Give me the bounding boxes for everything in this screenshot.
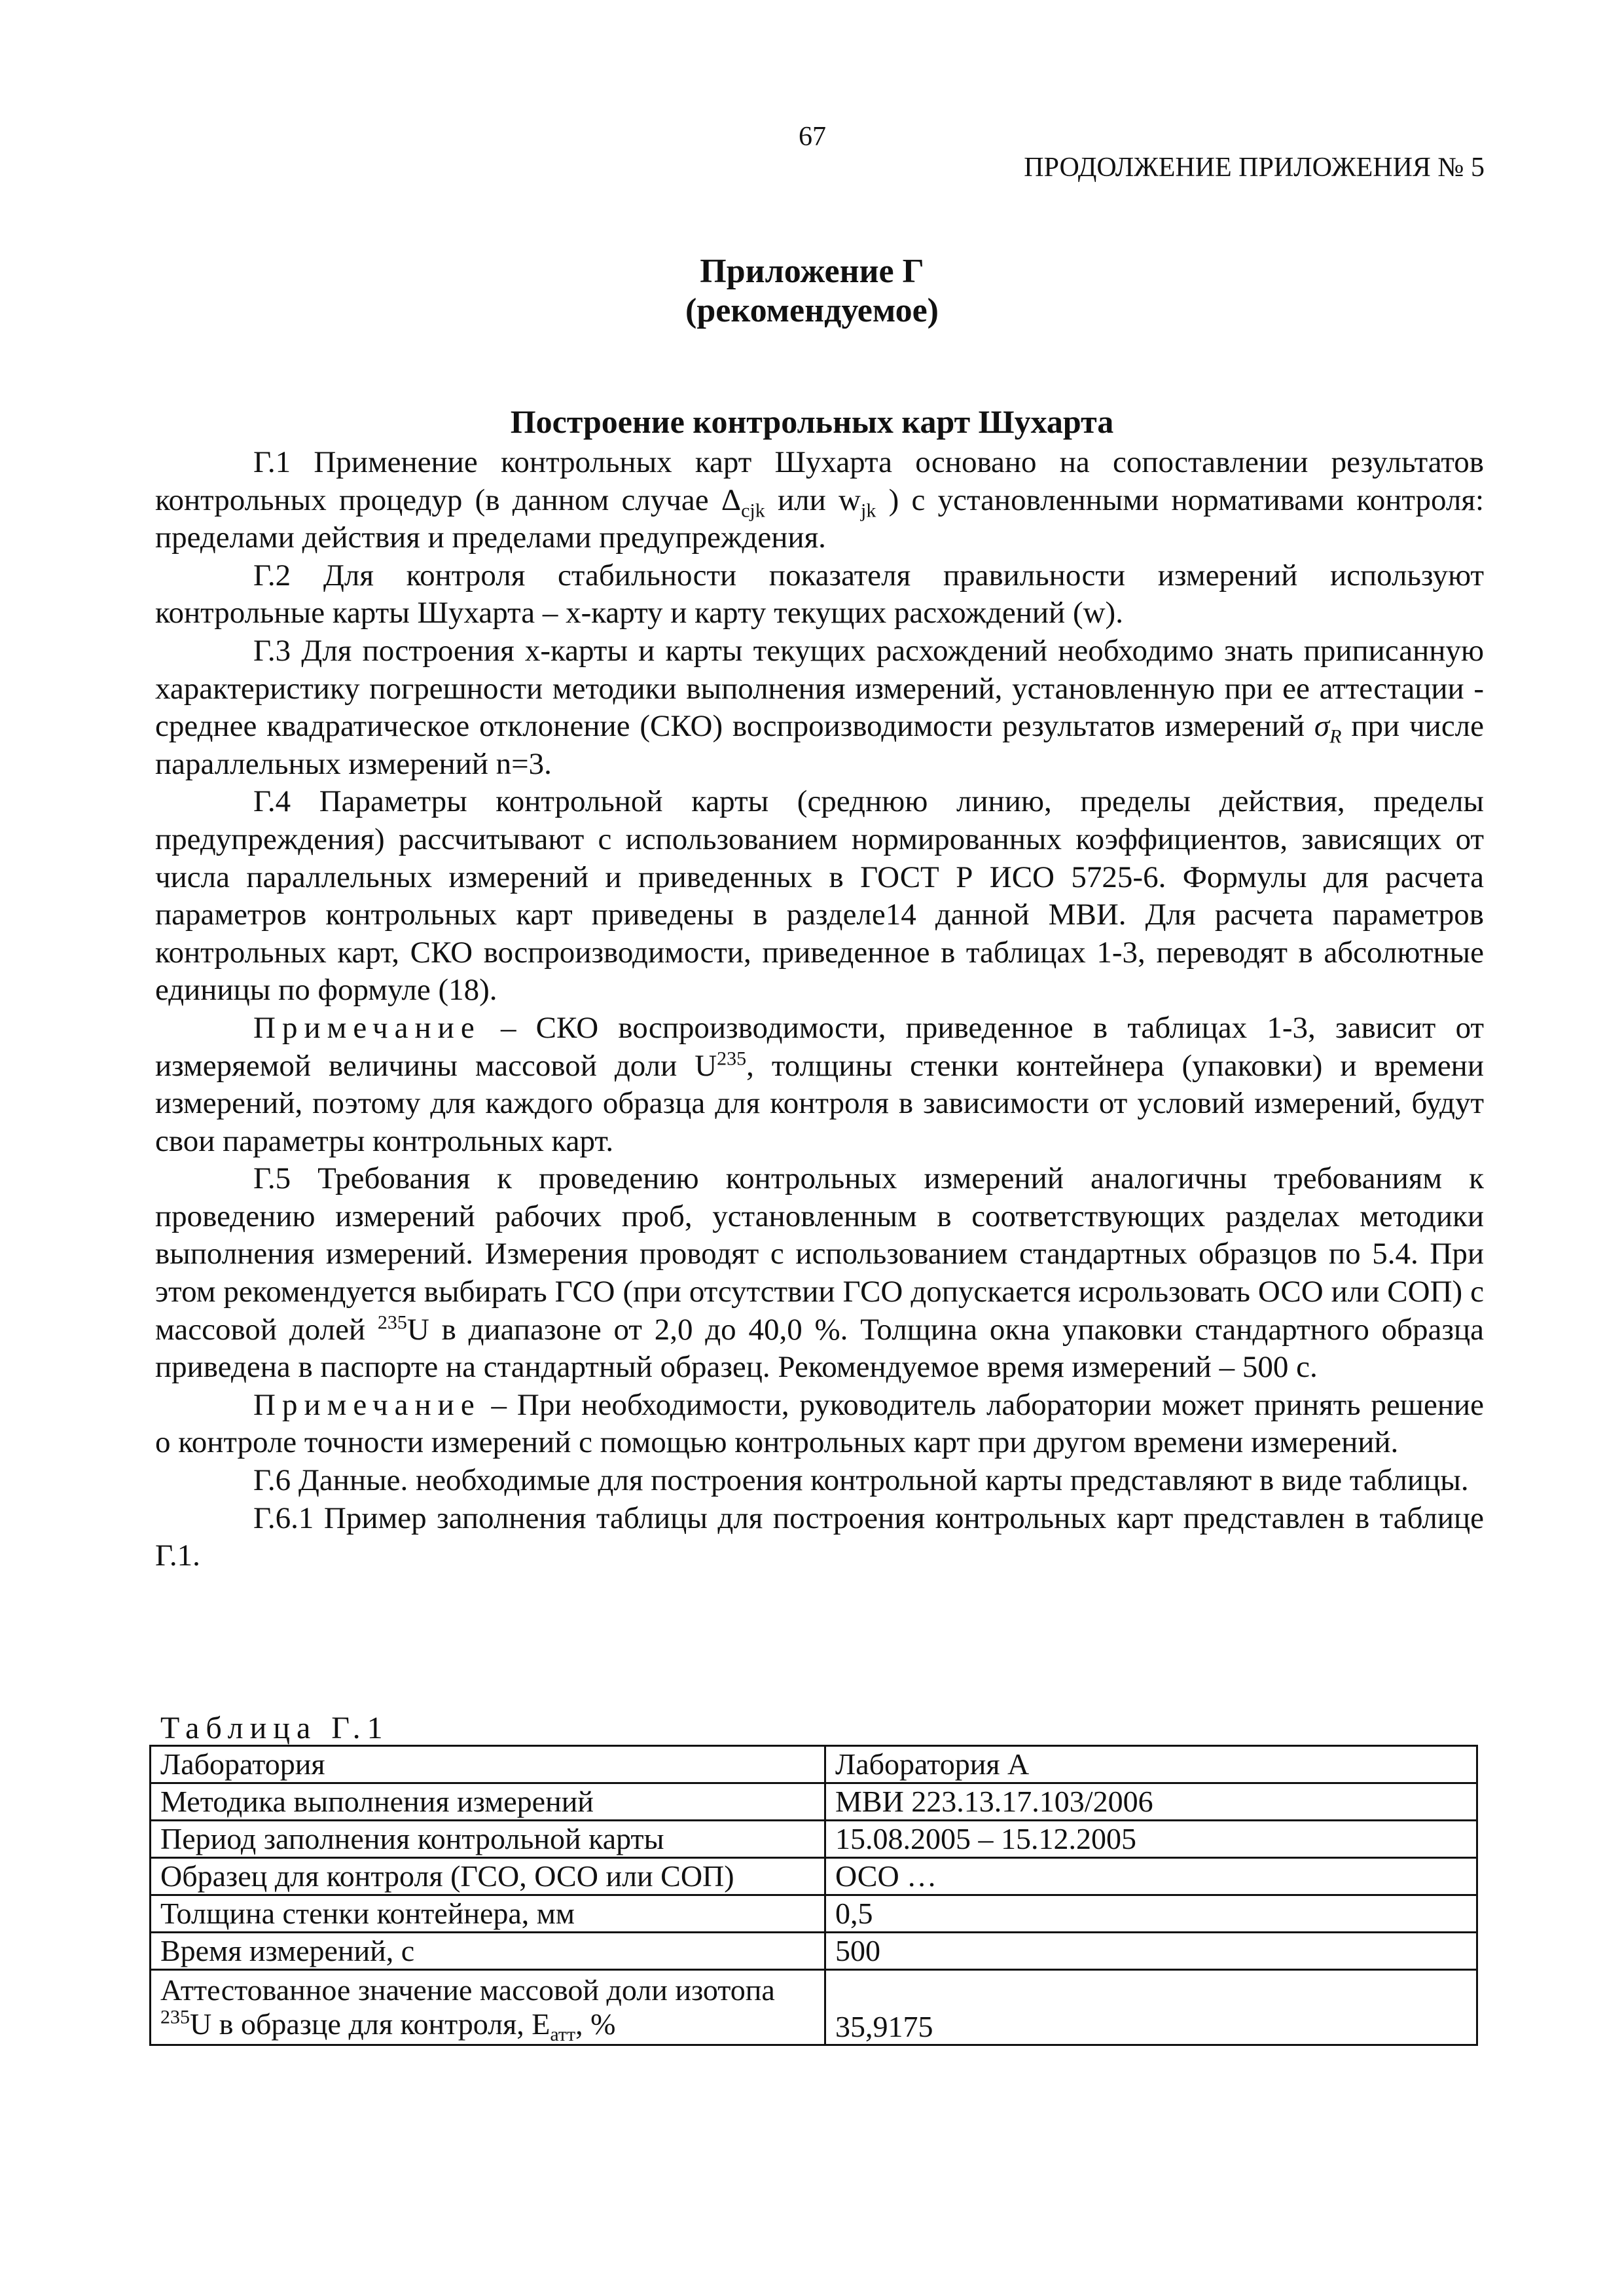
- data-table: [149, 1745, 1478, 2046]
- table-row: [151, 1858, 1477, 1895]
- isotope-superscript: 235: [160, 2006, 190, 2028]
- table-cell-value: ОСО …: [825, 1858, 1477, 1895]
- paragraph-g5-superscript: 235: [377, 1311, 407, 1333]
- note-1-text-2: , толщины стенки контейнера (упаковки) и времени измерений, поэтому для каждого образца для контроля в зависимости от условий измерений, будут свои параметры контрольных карт.: [155, 1048, 1484, 1158]
- appendix-title: Приложение Г: [700, 253, 924, 290]
- paragraph-g1: [155, 444, 1484, 557]
- table-cell-label: Период заполнения контрольной карты: [151, 1821, 825, 1858]
- w-subscript: jk: [860, 499, 876, 521]
- paragraph-g2: Г.2 Для контроля стабильности показателя правильности измерений используют контрольные карты Шухарта – x-карту и карту текущих расхождений (w).: [155, 558, 1484, 630]
- table-cell-label: Лаборатория: [151, 1746, 825, 1783]
- table-row: [151, 1933, 1477, 1970]
- section-title: Построение контрольных карт Шухарта: [510, 403, 1114, 440]
- table-cell-value: 0,5: [825, 1895, 1477, 1933]
- note-1: [155, 1010, 1484, 1160]
- body-text: [155, 444, 1484, 1575]
- table-caption: Таблица Г.1: [160, 1711, 389, 1745]
- paragraph-g1-text-3: ) с установленными нормативами контроля: пределами действия и пределами предупреждения.: [155, 483, 1485, 555]
- note-2-label: Примечание: [253, 1387, 481, 1422]
- table-cell-label: Образец для контроля (ГСО, ОСО или СОП): [151, 1858, 825, 1895]
- table-cell-label: Методика выполнения измерений: [151, 1783, 825, 1821]
- note-1-text: – СКО воспроизводимости, приведенное в таблицах 1-3, зависит от измеряемой величины массовой доли U: [155, 1010, 1484, 1083]
- table-cell-value: 35,9175: [825, 1970, 1477, 2045]
- paragraph-g3-text: Г.3 Для построения x-карты и карты текущих расхождений необходимо знать приписанную характеристику погрешности методики выполнения измерений, установленную при ее аттестации - среднее квадратическое отклонение (СКО) воспроизводимости результатов измерений: [155, 633, 1484, 744]
- paragraph-g5-text-2: U в диапазоне от 2,0 до 40,0 %. Толщина окна упаковки стандартного образца приведена в паспорте на стандартный образец. Рекомендуемое время измерений – 500 с.: [155, 1312, 1484, 1385]
- paragraph-g5: [155, 1160, 1484, 1387]
- paragraph-g3-text-2: при числе параллельных измерений n=3.: [155, 709, 1484, 781]
- table-row: [151, 1783, 1477, 1821]
- table-cell-label: Время измерений, с: [151, 1933, 825, 1970]
- note-2: [155, 1387, 1484, 1462]
- appendix-subtitle: (рекомендуемое): [685, 292, 939, 329]
- paragraph-g5-text: Г.5 Требования к проведению контрольных измерений аналогичны требованиям к проведению измерений рабочих проб, установленным в соответствующих разделах методики выполнения измерений. Измерения проводят с использованием стандартных образцов по 5.4. При этом рекомендуется выбирать ГСО (при отсутствии ГСО допускается исрользовать ОСО или СОП) с массовой долей: [155, 1161, 1484, 1347]
- paragraph-g1-text: Г.1 Применение контрольных карт Шухарта основано на сопоставлении результатов контрольных процедур (в данном случае Δ: [155, 445, 1484, 517]
- table-cell-label-text: Аттестованное значение массовой доли изотопа: [160, 1973, 775, 2007]
- table-cell-value: Лаборатория А: [825, 1746, 1477, 1783]
- paragraph-g1-text-2: или w: [765, 483, 861, 517]
- table-cell-value: 500: [825, 1933, 1477, 1970]
- paragraph-g3: [155, 632, 1484, 783]
- table-row: [151, 1746, 1477, 1783]
- table-row: [151, 1821, 1477, 1858]
- sigma-subscript: R: [1329, 725, 1342, 748]
- e-subscript: атт: [550, 2024, 576, 2046]
- page-number: 67: [799, 122, 826, 152]
- table-cell-label-text-3: , %: [575, 2007, 616, 2041]
- table-row: [151, 1970, 1477, 2045]
- appendix-continuation-header: ПРОДОЛЖЕНИЕ ПРИЛОЖЕНИЯ № 5: [1024, 153, 1485, 183]
- table-cell-label-text-2: U в образце для контроля, Е: [190, 2007, 550, 2041]
- table-cell-value: 15.08.2005 – 15.12.2005: [825, 1821, 1477, 1858]
- table-row: [151, 1895, 1477, 1933]
- table-cell-label: [151, 1970, 825, 2045]
- sigma-symbol: σ: [1314, 709, 1330, 744]
- table-cell-value: МВИ 223.13.17.103/2006: [825, 1783, 1477, 1821]
- table-cell-label: Толщина стенки контейнера, мм: [151, 1895, 825, 1933]
- note-2-text: – При необходимости, руководитель лаборатории может принять решение о контроле точности измерений с помощью контрольных карт при другом времени измерений.: [155, 1387, 1484, 1460]
- paragraph-g4: Г.4 Параметры контрольной карты (среднюю линию, пределы действия, пределы предупреждения) рассчитывают с использованием нормированных коэффициентов, зависящих от числа параллельных измерений и приведенных в ГОСТ Р ИСО 5725-6. Формулы для расчета параметров контрольных карт приведены в разделе14 данной МВИ. Для расчета параметров контрольных карт, СКО воспроизводимости, приведенное в таблицах 1-3, переводят в абсолютные единицы по формуле (18).: [155, 784, 1484, 1008]
- delta-subscript: cjk: [741, 499, 765, 521]
- paragraph-g6-1: Г.6.1 Пример заполнения таблицы для построения контрольных карт представлен в таблице Г.1.: [155, 1501, 1484, 1573]
- note-1-superscript: 235: [717, 1047, 747, 1069]
- note-1-label: Примечание: [253, 1010, 481, 1045]
- paragraph-g6: Г.6 Данные. необходимые для построения контрольной карты представляют в виде таблицы.: [253, 1463, 1469, 1498]
